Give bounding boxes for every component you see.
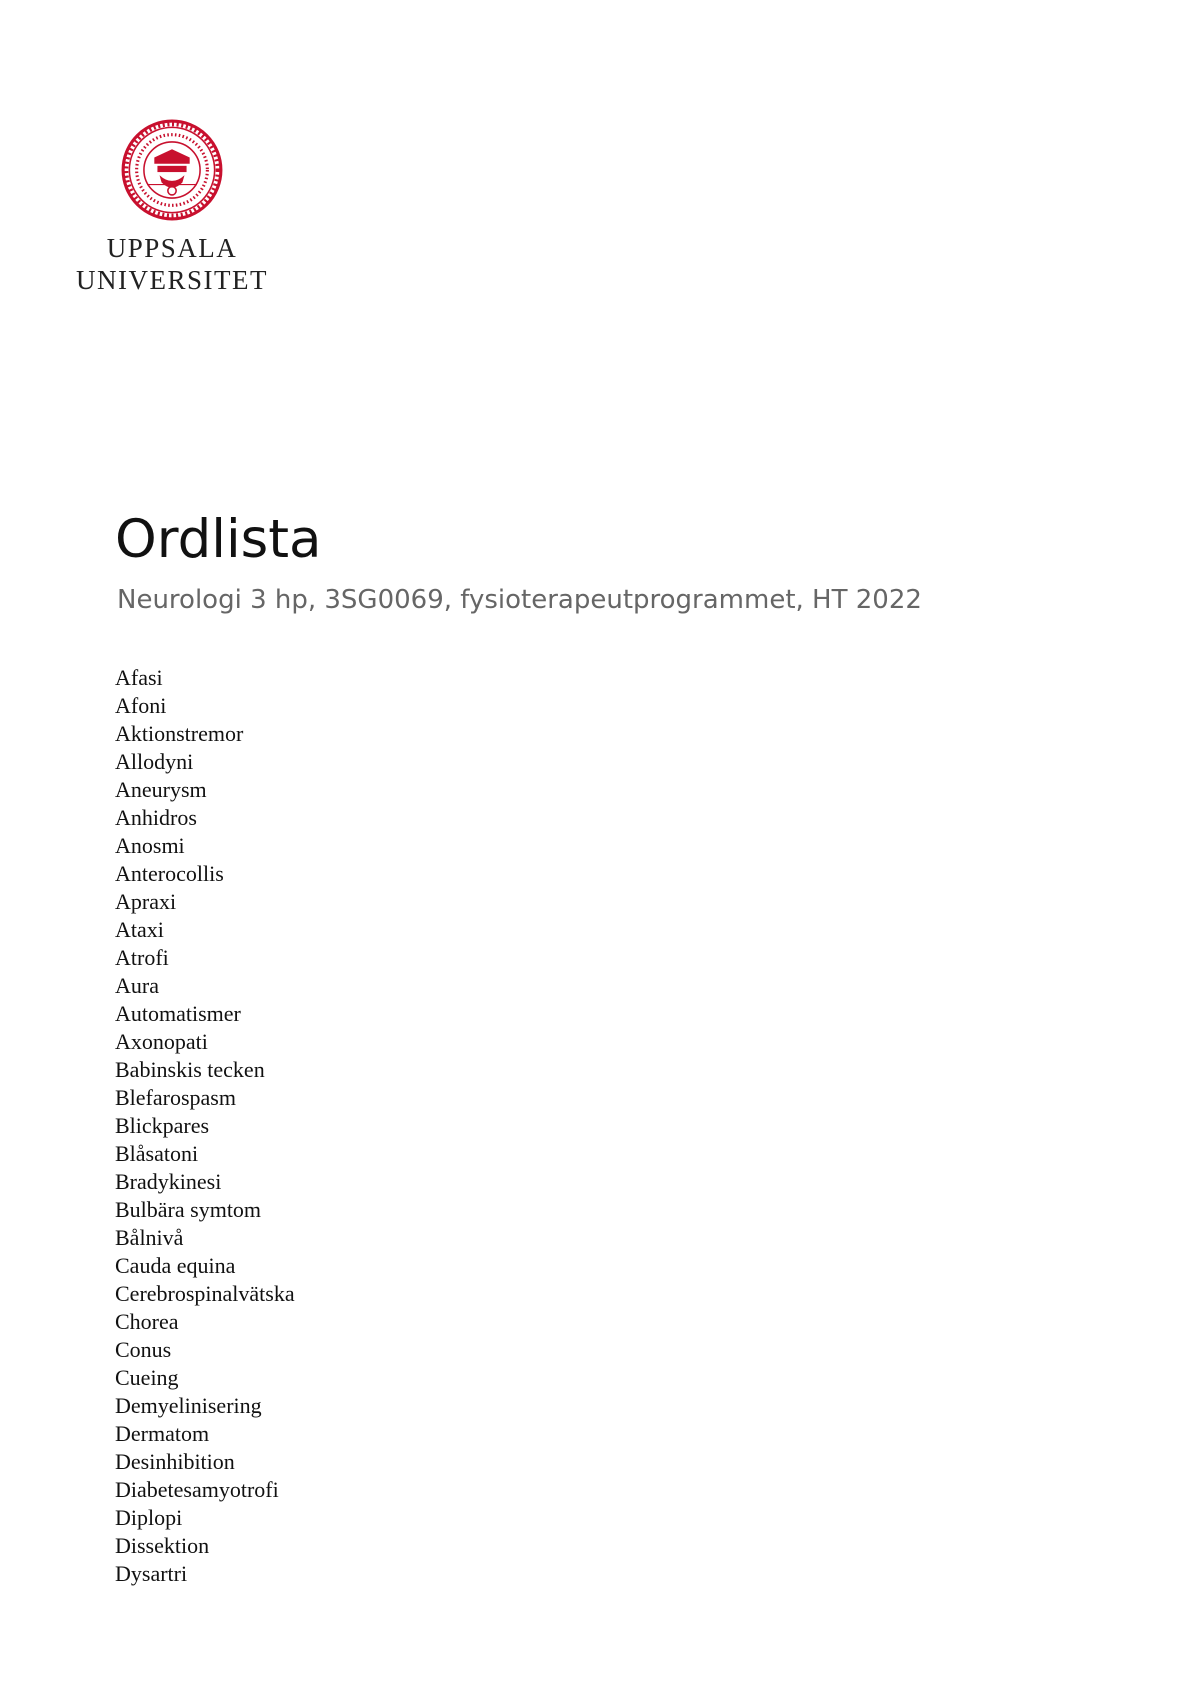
glossary-term: Aneurysm: [115, 777, 207, 802]
logo-text-line-2: UNIVERSITET: [76, 265, 268, 295]
glossary-term: Diabetesamyotrofi: [115, 1477, 279, 1502]
glossary-term: Cauda equina: [115, 1253, 236, 1278]
glossary-term: Aura: [115, 973, 159, 998]
logo-text-line-1: UPPSALA: [106, 233, 238, 263]
glossary-term: Blåsatoni: [115, 1141, 199, 1166]
glossary-term: Automatismer: [115, 1001, 241, 1026]
glossary-term: Afoni: [115, 693, 167, 718]
glossary-term-list: [115, 664, 295, 1588]
document-title: Ordlista: [115, 509, 322, 570]
university-seal-icon: [120, 118, 224, 222]
glossary-term: Diplopi: [115, 1505, 183, 1530]
glossary-term: Anhidros: [115, 805, 197, 830]
glossary-term: Allodyni: [115, 749, 194, 774]
glossary-term: Atrofi: [115, 945, 169, 970]
document-subtitle: Neurologi 3 hp, 3SG0069, fysioterapeutprogrammet, HT 2022: [117, 585, 922, 615]
glossary-term: Bulbära symtom: [115, 1197, 262, 1222]
glossary-term: Conus: [115, 1337, 172, 1362]
glossary-term: Cerebrospinalvätska: [115, 1281, 295, 1306]
university-logo: [72, 118, 272, 296]
glossary-term: Dysartri: [115, 1561, 188, 1586]
glossary-term: Blefarospasm: [115, 1085, 236, 1110]
glossary-term: Blickpares: [115, 1113, 210, 1138]
glossary-term: Anterocollis: [115, 861, 224, 886]
glossary-term: Demyelinisering: [115, 1393, 262, 1418]
glossary-term: Dermatom: [115, 1421, 210, 1446]
glossary-term: Aktionstremor: [115, 721, 244, 746]
glossary-term: Desinhibition: [115, 1449, 235, 1474]
glossary-term: Afasi: [115, 665, 163, 690]
glossary-term: Bradykinesi: [115, 1169, 222, 1194]
glossary-term: Bålnivå: [115, 1225, 184, 1250]
glossary-term: Axonopati: [115, 1029, 208, 1054]
glossary-term: Ataxi: [115, 917, 164, 942]
glossary-term: Cueing: [115, 1365, 179, 1390]
glossary-term: Chorea: [115, 1309, 179, 1334]
glossary-term: Babinskis tecken: [115, 1057, 265, 1082]
glossary-term: Apraxi: [115, 889, 177, 914]
glossary-term: Anosmi: [115, 833, 185, 858]
glossary-term: Dissektion: [115, 1533, 210, 1558]
